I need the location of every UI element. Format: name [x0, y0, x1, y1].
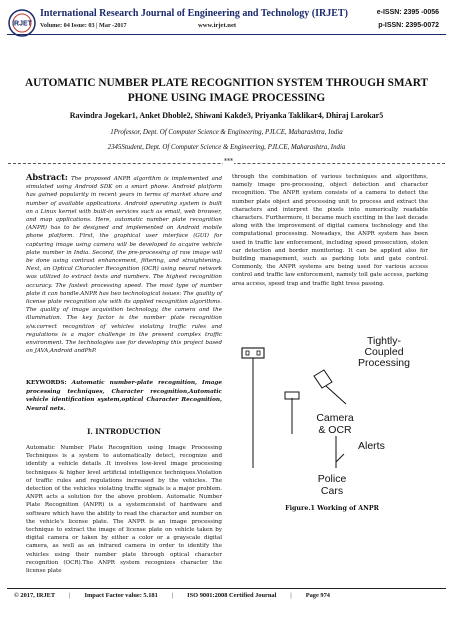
abstract-label: Abstract:: [26, 172, 68, 182]
keywords: [26, 379, 222, 413]
eissn: e-ISSN: 2395 -0056: [376, 9, 439, 16]
affiliation-1: 1Professor, Dept. Of Computer Science & Engineering, PJLCE, Maharashtra, India: [110, 129, 343, 136]
volume-line: Volume: 04 Issue: 03 | Mar -2017: [40, 22, 127, 29]
label-police: Police: [317, 473, 347, 485]
label-ocr: & OCR: [318, 424, 352, 436]
separator-mark: ***: [224, 158, 233, 165]
footer-rule: [7, 588, 446, 589]
keywords-label: KEYWORDS:: [26, 380, 67, 386]
tag-icon: [314, 370, 332, 388]
paper-title: AUTOMATIC NUMBER PLATE RECOGNITION SYSTEM THROUGH SMART PHONE USING IMAGE PROCESSING: [25, 77, 428, 104]
journal-header: [0, 0, 453, 50]
footer-page: Page 974: [305, 592, 331, 599]
label-processing: Processing: [358, 357, 410, 369]
figure-caption: Figure.1 Working of ANPR: [285, 505, 379, 512]
keywords-text: Automatic number-plate recognition, Image processing techniques, Character recognition,Automatic vehicle identification system,optical Character Recognition, Neural nets.: [26, 380, 222, 412]
label-tightly: Tightly-: [366, 335, 402, 347]
abstract: [26, 173, 222, 355]
footer-impact: Impact Factor value: 5.181: [84, 592, 158, 599]
label-coupled: Coupled: [364, 346, 404, 358]
introduction-heading: I. INTRODUCTION: [87, 427, 161, 436]
footer-iso: ISO 9001:2008 Certified Journal: [187, 592, 277, 599]
journal-title: International Research Journal of Engineering and Technology (IRJET): [40, 8, 348, 19]
author-list: Ravindra Jogekar1, Anket Dhoble2, Shiwani Kakde3, Priyanka Taklikar4, Dhiraj Larokar5: [69, 111, 384, 120]
pissn: p-ISSN: 2395-0072: [378, 22, 439, 29]
anpr-figure: [232, 330, 432, 500]
page-footer: © 2017, IRJET | Impact Factor value: 5.181 | ISO 9001:2008 Certified Journal | Page 974: [14, 592, 331, 599]
footer-copyright: © 2017, IRJET: [14, 592, 56, 599]
label-cars: Cars: [320, 485, 344, 497]
label-alerts: Alerts: [358, 440, 385, 452]
svg-text:IRJET: IRJET: [12, 20, 32, 28]
journal-url[interactable]: www.irjet.net: [198, 22, 237, 29]
affiliation-2: 2345Student, Dept. Of Computer Science & Engineering, PJLCE, Maharashtra, India: [107, 144, 346, 151]
right-column-text: through the combination of various techniques and algorithms, namely image pre-processing, object detection and character recognition. The ANPR system consists of a camera to detect the number plate object and processing unit to process and extract the characters and interpret the pixels into numerically readable characters. Furthermore, it became much exciting in the last decade along with the improvement of digital camera technology and the computational processing. Nowadays, the ANPR system has been used in traffic law enforcement, including speed prosecution, stolen car detection and border monitoring. It can be applied also for building management, such as parking lots and gate control. Commonly, the ANPR systems are being used for various access control and traffic law enforcement, namely toll gate access, parking area access, speed trap and traffic light tress passing.: [232, 174, 428, 287]
header-rule: [7, 34, 446, 35]
phone-unit-icon: [285, 392, 299, 399]
introduction-text: Automatic Number Plate Recognition using Image Processing Techniques is a system to automatically detect, recognize and identify a vehicle details .It involves low-level image processing techniques & higher level artificial intelligence techniques.Violation of traffic rules and regulations increased by the vehicles. The detection of the vehicles violating traffic signals is a major problem. ANPR acts a solution for the above problem. Automatic Number Plate Recognition (ANPR) is a systemconsist of hardware and software which have the ability to read the character and number on the vehicle's license plate. The ANPR is an image processing technique to extract the image of license plate on vehicle taken by digital camera or taken by either a color or a grayscale digital camera, as well as an infrared camera in order to identify the vehicles using their number plate through optical character recognition (OCR).The ANPR system recognizes character the license plate: [26, 445, 222, 575]
label-camera: Camera: [316, 412, 354, 424]
abstract-text: The proposed ANPR algorithm is implemented and simulated using Android SDK on a smart phone. Android platform has gained popularity in recent years in terms of market share and number of available applications. Android operating system is built on a Linux kernel with built-in services such as email, web browser, and map applications. Here, automatic number plate recognition (ANPR) has to be designed and implemented on Android mobile phone platform. First, the graphical user interface (GUI) for capturing image using camera will be developed to acquire vehicle plate number in India. Second, the pre-processing of raw image will be done using contrast enhancement, filtering, and straightening. Next, an Optical Character Recognition (OCR) using neural network was utilized to extract texts and numbers. The highest recognition accuracy. The fastest processing speed. The most type of number plate it can handle.ANPR has two technological issues: The quality of license plate recognition s/w with its applied recognition algorithms. The quality of image acquisition technology, the camera and the illumination. The key factor is the number plate recognition s/w.correct recognition of vehicles violating traffic rules and regulations is a major challenge in the present complex traffic environment. The technologies use for developing this project based on JAVA,Android andPhP.: [26, 176, 222, 355]
camera-unit-icon: [242, 348, 264, 358]
